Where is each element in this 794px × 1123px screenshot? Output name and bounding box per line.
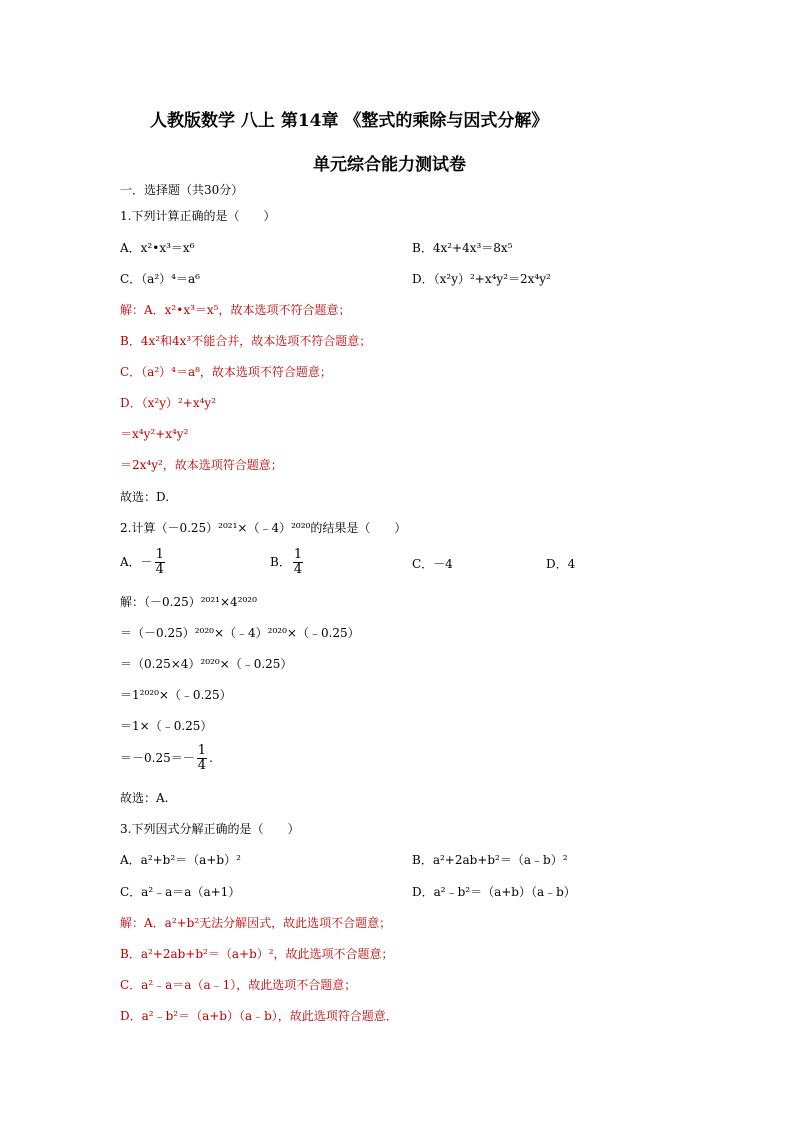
q3-option-d: D．a²﹣b²＝（a+b）（a﹣b）	[412, 885, 576, 899]
q2-option-a-fraction: $\frac{1}{4}$	[155, 547, 164, 577]
doc-title-line1: 人教版数学 八上 第14章 《整式的乘除与因式分解》	[150, 111, 549, 131]
q1-option-c: C．（a²）⁴＝a⁶	[120, 272, 200, 286]
q2-solution-line: ＝1×（﹣0.25）	[120, 719, 213, 733]
q2-option-b-prefix: B．	[270, 555, 291, 569]
q1-solution-line: C．（a²）⁴＝a⁸，故本选项不符合题意；	[120, 365, 332, 379]
doc-title-line2: 单元综合能力测试卷	[313, 155, 466, 175]
q2-last-suffix: .	[209, 751, 213, 765]
q3-option-c: C．a²﹣a＝a（a+1）	[120, 885, 241, 899]
q2-solution-last	[120, 744, 213, 773]
q3-solution-line: C．a²﹣a＝a（a﹣1），故此选项不合题意；	[120, 978, 357, 992]
q1-option-d: D．（x²y）²+x⁴y²＝2x⁴y²	[412, 272, 551, 286]
q1-solution-line: D．（x²y）²+x⁴y²	[120, 396, 217, 410]
q3-solution-line: B．a²+2ab+b²＝（a+b）²，故此选项不合题意；	[120, 947, 394, 961]
q2-solution-line: 解：（－0.25）²⁰²¹×4²⁰²⁰	[120, 595, 257, 609]
q3-option-b: B．a²+2ab+b²＝（a﹣b）²	[412, 853, 568, 867]
q1-option-b: B．4x²+4x³＝8x⁵	[412, 241, 513, 255]
q1-option-a: A．x²•x³＝x⁶	[120, 241, 195, 255]
q2-solution-line: ＝（0.25×4）²⁰²⁰×（﹣0.25）	[120, 657, 293, 671]
q1-stem: 1.下列计算正确的是（ ）	[120, 209, 276, 223]
q2-stem: 2.计算（－0.25）²⁰²¹×（﹣4）²⁰²⁰的结果是（ ）	[120, 521, 407, 535]
q2-option-a	[120, 548, 167, 577]
q2-option-b-fraction: $\frac{1}{4}$	[293, 547, 303, 577]
q2-option-c: C．－4	[412, 557, 453, 571]
q3-solution-line: 解：A．a²+b²无法分解因式，故此选项不合题意；	[120, 916, 392, 930]
q1-solution-line: ＝x⁴y²+x⁴y²	[120, 427, 189, 441]
q3-solution-line: D．a²﹣b²＝（a+b）（a﹣b），故此选项符合题意．	[120, 1009, 398, 1023]
q1-solution-line: ＝2x⁴y²，故本选项符合题意；	[120, 458, 283, 472]
q1-solution-line: 解：A．x²•x³＝x⁵，故本选项不符合题意；	[120, 303, 351, 317]
section-heading: 一．选择题（共30分）	[120, 183, 244, 197]
q2-option-d: D．4	[546, 557, 576, 571]
q3-stem: 3.下列因式分解正确的是（ ）	[120, 822, 300, 836]
q2-answer: 故选：A.	[120, 791, 169, 805]
q2-option-b	[270, 548, 305, 577]
q2-solution-line: ＝（－0.25）²⁰²⁰×（﹣4）²⁰²⁰×（﹣0.25）	[120, 626, 360, 640]
q2-solution-line: ＝1²⁰²⁰×（﹣0.25）	[120, 688, 232, 702]
q2-last-prefix: ＝－0.25＝－	[120, 751, 195, 765]
q3-option-a: A．a²+b²＝（a+b）²	[120, 853, 241, 867]
q2-last-fraction: $\frac{1}{4}$	[197, 743, 207, 773]
q1-answer: 故选：D.	[120, 490, 170, 504]
q2-option-a-prefix: A．－	[120, 555, 153, 569]
q1-solution-line: B．4x²和4x³不能合并，故本选项不符合题意；	[120, 334, 372, 348]
